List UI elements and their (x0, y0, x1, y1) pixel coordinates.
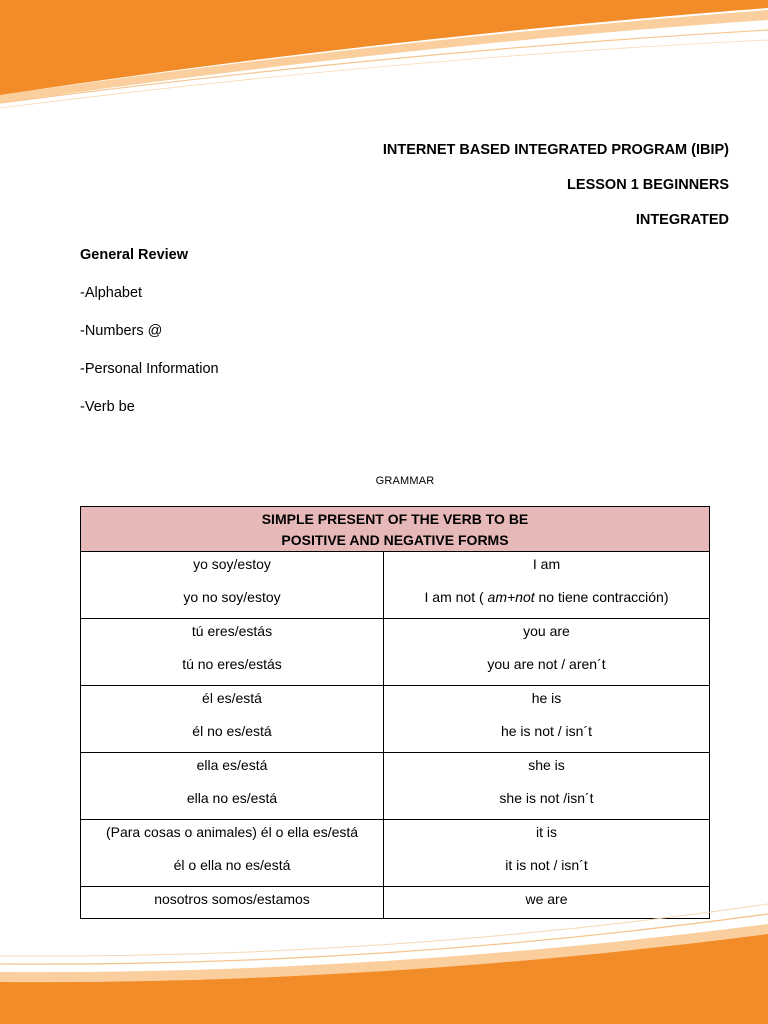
spanish-positive: yo soy/estoy (193, 556, 271, 572)
table-row (81, 619, 710, 686)
english-negative-text: I am not ( (424, 589, 488, 605)
table-cell-english (384, 552, 710, 619)
table-row (81, 753, 710, 820)
english-negative: she is not /isn´t (499, 790, 594, 806)
review-item-numbers: -Numbers @ (80, 323, 163, 339)
spanish-negative: ella no es/está (186, 790, 278, 806)
spanish-positive: él es/está (202, 690, 262, 706)
spanish-positive: nosotros somos/estamos (154, 891, 310, 907)
english-negative: you are not / aren´t (487, 656, 606, 672)
table-header-line-1: SIMPLE PRESENT OF THE VERB TO BE (261, 511, 529, 527)
bottom-orange-swoosh (0, 894, 768, 1024)
english-positive: I am (532, 556, 561, 572)
review-item-verb-be: -Verb be (80, 399, 135, 415)
table-cell-english (384, 820, 710, 887)
verb-to-be-table (80, 506, 710, 919)
english-negative (384, 573, 709, 606)
grammar-label: GRAMMAR (375, 475, 435, 487)
spanish-negative: tú no eres/estás (182, 656, 282, 672)
table-cell-english (384, 686, 710, 753)
table-row (81, 552, 710, 619)
review-item-alphabet: -Alphabet (80, 285, 143, 301)
table-header-line-2: POSITIVE AND NEGATIVE FORMS (281, 532, 509, 548)
table-cell-spanish (81, 820, 384, 887)
spanish-positive: (Para cosas o animales) él o ella es/está (105, 824, 359, 840)
lesson-title: LESSON 1 BEGINNERS (567, 177, 729, 193)
spanish-negative: él o ella no es/está (173, 857, 291, 873)
table-header (81, 507, 710, 552)
english-negative-emphasis: am+not (487, 589, 535, 605)
table-cell-spanish (81, 552, 384, 619)
table-cell-spanish (81, 619, 384, 686)
spanish-negative: yo no soy/estoy (183, 589, 281, 605)
english-negative: he is not / isn´t (500, 723, 593, 739)
top-orange-swoosh (0, 0, 768, 110)
english-positive: it is (536, 824, 557, 840)
table-cell-english (384, 619, 710, 686)
table-row (81, 820, 710, 887)
english-positive: he is (531, 690, 562, 706)
spanish-negative: él no es/está (192, 723, 272, 739)
spanish-positive: tú eres/estás (191, 623, 273, 639)
review-item-personal-information: -Personal Information (80, 361, 219, 377)
english-negative: it is not / isn´t (505, 857, 588, 873)
table-cell-spanish (81, 753, 384, 820)
table-cell-spanish (81, 686, 384, 753)
integrated-label: INTEGRATED (635, 212, 729, 228)
english-positive: we are (525, 891, 568, 907)
general-review-heading: General Review (80, 247, 188, 263)
table-row (81, 686, 710, 753)
english-positive: she is (528, 757, 565, 773)
table-cell-english (384, 753, 710, 820)
program-title: INTERNET BASED INTEGRATED PROGRAM (IBIP) (382, 142, 729, 158)
english-negative-note: no tiene contracción) (534, 589, 669, 605)
spanish-positive: ella es/está (196, 757, 268, 773)
table-header-row (81, 507, 710, 552)
english-positive: you are (523, 623, 570, 639)
